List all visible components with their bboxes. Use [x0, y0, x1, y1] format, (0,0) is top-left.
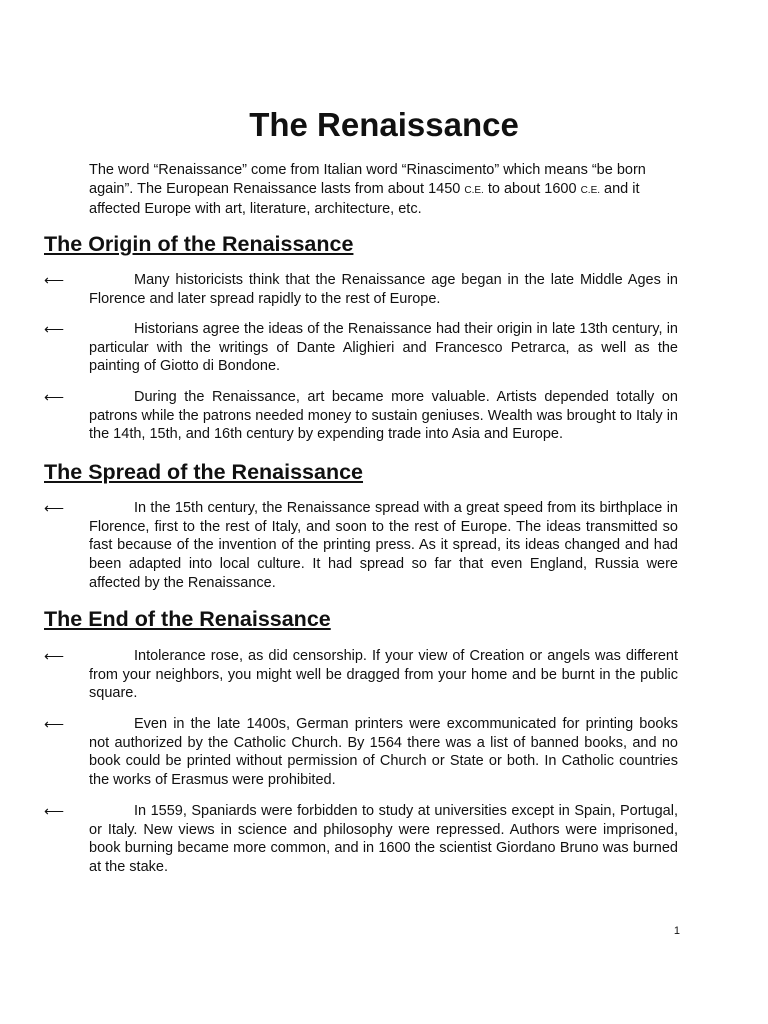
page-number: 1 — [673, 925, 680, 937]
left-arrow-bullet-icon: ⟵ — [44, 648, 65, 664]
left-arrow-bullet-icon: ⟵ — [44, 272, 65, 288]
bullet-text: Even in the late 1400s, German printers were excommunicated for printing books not authorized by the Catholic Church. By 1564 there was a list of banned books, and no book could be printed without permission of Church or State or both. In Catholic countries the works of Erasmus were prohibited. — [89, 716, 678, 789]
left-arrow-bullet-icon: ⟵ — [44, 321, 65, 337]
document-title: The Renaissance — [249, 106, 519, 143]
bullet-text: During the Renaissance, art became more valuable. Artists depended totally on patrons while the patrons needed money to sustain geniuses. Wealth was brought to Italy in the 14th, 15th, and 16th century by expending trade into Asia and Europe. — [89, 389, 678, 443]
left-arrow-bullet-icon: ⟵ — [44, 803, 65, 819]
bullet-text: Intolerance rose, as did censorship. If your view of Creation or angels was different from your neighbors, you might well be dragged from your home and be burnt in the public square. — [89, 648, 678, 702]
left-arrow-bullet-icon: ⟵ — [44, 389, 65, 405]
bullet-item — [44, 320, 678, 376]
section-heading-end: The End of the Renaissance — [44, 607, 331, 631]
bullet-text: Historians agree the ideas of the Renaissance had their origin in late 13th century, in particular with the writings of Dante Alighieri and Francesco Petrarca, as well as the painting of Giotto di Bondone. — [89, 321, 678, 375]
bullet-item — [44, 647, 678, 703]
bullet-item — [44, 802, 678, 877]
bullet-item — [44, 499, 678, 593]
left-arrow-bullet-icon: ⟵ — [44, 500, 65, 516]
intro-text-3: and it affected Europe with art, literature, architecture, etc. — [89, 181, 640, 217]
bullet-item — [44, 715, 678, 790]
bullet-text: In 1559, Spaniards were forbidden to study at universities except in Spain, Portugal, or Italy. New views in science and philosophy were repressed. Authors were imprisoned, book burning became more common, and in 1600 the scientist Giordano Bruno was burned at the stake. — [89, 803, 678, 876]
ce-abbreviation: C.E. — [464, 185, 484, 196]
intro-text-1: The word “Renaissance” come from Italian word “Rinascimento” which means “be born again”. The European Renaissance lasts from about 1450 — [89, 162, 646, 197]
bullet-text: In the 15th century, the Renaissance spread with a great speed from its birthplace in Florence, first to the rest of Italy, and soon to the rest of Europe. The ideas transmitted so fast because of the invention of the printing press. As it spread, its ideas changed and had been adapted into local culture. It had spread so far that even England, Russia were affected by the Renaissance. — [89, 500, 678, 591]
section-heading-spread: The Spread of the Renaissance — [44, 460, 364, 484]
intro-text-2: to about 1600 — [483, 181, 581, 197]
intro-paragraph — [89, 161, 679, 219]
left-arrow-bullet-icon: ⟵ — [44, 716, 65, 732]
bullet-item — [44, 388, 678, 444]
bullet-item — [44, 271, 678, 308]
bullet-text: Many historicists think that the Renaissance age began in the late Middle Ages in Florence and later spread rapidly to the rest of Europe. — [89, 272, 678, 307]
section-heading-origin: The Origin of the Renaissance — [44, 232, 354, 256]
ce-abbreviation: C.E. — [580, 185, 601, 196]
